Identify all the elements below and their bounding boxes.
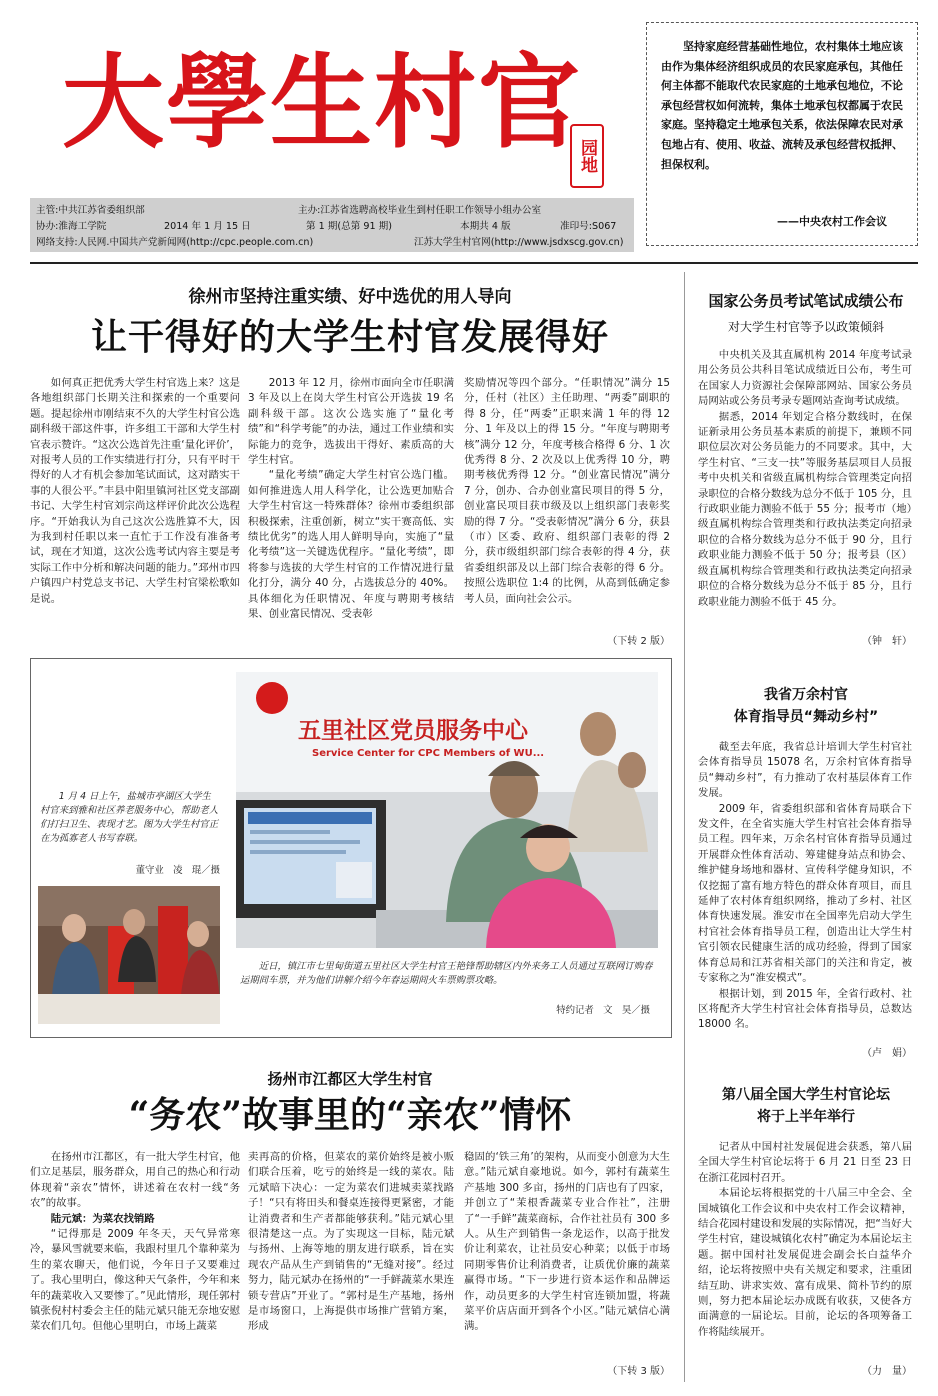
photo-caption-left: 1 月 4 日上午，盐城市亭湖区大学生村官来到雅和社区养老服务中心，帮助老人们打扫卫生、表现才艺。图为大学生村官正在为孤寡老人书写春联。 <box>40 791 219 844</box>
info-pages: 本期共 4 版 <box>460 221 511 232</box>
story2-col3 <box>464 1150 670 1358</box>
story2-col2-text: 卖再高的价格，但菜农的菜价始终是被小贩们联合压着，吃亏的始终是一线的菜农。陆元斌暗下决心：一定为菜农们进城卖菜找路子！“只有将田头和餐桌连接得更紧密，才能让消费者和生产者都能够获利。”陆元斌心里很清楚这一点。为了实现这一目标，陆元斌与扬州、上海等地的朋友进行联系，旨在实现农产品从生产到销售的“无缝对接”。经过努力，陆元斌办在扬州的“一手鲜蔬菜水果连锁专营店”开业了。“郭村是生产基地，扬州是市场窗口，上海提供市场推广营销方案，形成 <box>248 1151 454 1333</box>
story1-col2b-text: “量化考绩”确定大学生村官公选门槛。如何推进选人用人科学化，让公选更加贴合大学生村官这一特殊群体？徐州市委组织部积极探索，注重创新，树立“实干赛高低、实绩比优劣”的选人用人鲜明导向，实施了“量化考绩”这一关键选优程序。“量化考绩”，即将参与选拔的大学生村官的工作情况进行量化打分，满分 40 分，占选拔总分的 40%。具体细化为任职情况、年度与聘期考核结果、创业富民情况、受表彰 <box>248 469 454 621</box>
masthead-title: 大學生村官 <box>62 43 582 163</box>
story2-p1: 在扬州市江都区，有一批大学生村官，他们立足基层，服务群众，用自己的热心和行动体现着“亲农”情怀，讲述着在农村一线“务农”的故事。 <box>30 1151 240 1210</box>
story1-col3-text: 奖励情况等四个部分。“任职情况”满分 15 分，任村（社区）主任助理、“两委”副职的得 8 分，任“两委”正职来满 1 年的得 12 分、1 年及以上的得 15 分。“年度与聘期考核”满分 12 分，年度考核合格得 6 分、1 次优秀得 8 分、2 次及以上优秀得 10 分，聘期考核优秀得 12 分。“创业富民情况”满分 7 分，创办、合办创业富民项目的得 5 分，创业富民项目获市级及以上组织部门表彰奖励的得 7 分。“受表彰情况”满分 6 分，获县（市）区委、政府、组织部门表彰的得 2 分，获市级组织部门综合表彰的得 4 分，获省委组织部及以上部门综合表彰的得 6 分。按照公选职位 1:4 的比例，从高到低确定参考人员，面向社会公示。 <box>464 377 670 605</box>
info-co-host: 协办:淮海工学院 <box>36 221 107 232</box>
story2-kicker: 扬州市江都区大学生村官 <box>267 1070 433 1088</box>
quote-source: ——中央农村工作会议 <box>777 215 887 228</box>
photo-sign-en: Service Center for CPC Members of WU... <box>312 748 545 759</box>
story1-col1 <box>30 376 240 646</box>
masthead-divider <box>30 262 918 264</box>
column-divider <box>684 272 685 1382</box>
main-photo <box>236 672 658 948</box>
right1-headline: 国家公务员考试笔试成绩公布 <box>708 292 904 310</box>
info-web-site: 江苏大学生村官网(http://www.jsdxscg.gov.cn) <box>414 237 624 248</box>
right2-author: （卢 娟） <box>862 1048 912 1059</box>
small-photo-scene <box>38 886 220 1024</box>
right3-author: （力 量） <box>862 1366 912 1377</box>
photo-sign-cn: 五里社区党员服务中心 <box>298 717 528 744</box>
right1-subhead: 对大学生村官等予以政策倾斜 <box>727 320 884 334</box>
story2-col3-text: 稳固的‘铁三角’的架构，从而变小创意为大生意。”陆元斌自豪地说。如今，郭村有蔬菜生产基地 300 多亩，扬州的门店也有了四家，并创立了“茉根香蔬菜专业合作社”，注册了“一手鲜”蔬菜商标，合作社社员有 300 多人。从生产到销售一条龙运作，以高于批发价让利菜农，让社员安心种菜；以低于市场同期零售价让利消费者，让质优价廉的蔬菜赢得市场。“下一步进行资本运作和品牌运作，动员更多的大学生村官连锁加盟，将蔬菜平价店店面开到各个小区。”陆元斌信心满满。 <box>464 1151 670 1333</box>
right1-body <box>698 348 912 630</box>
right3-headline-1: 第八届全国大学生村官论坛 <box>722 1087 890 1103</box>
story1-col2 <box>248 376 454 646</box>
info-sponsor: 主管:中共江苏省委组织部 <box>36 205 145 216</box>
party-emblem-icon <box>256 682 288 714</box>
story1-headline: 让干得好的大学生村官发展得好 <box>90 317 609 358</box>
right2-p1: 截至去年底，我省总计培训大学生村官社会体育指导员 15078 名，万余村官体育指导员“舞动乡村”，有力推动了农村基层体育工作发展。 <box>698 741 912 800</box>
right3-p2: 本届论坛将根据党的十八届三中全会、全国城镇化工作会议和中央农村工作会议精神，结合花园村建设和发展的实际情况，把“当好大学生村官，建设城镇化农村”确定为本届论坛主题。据中国村社发展促进会副会长白益华介绍，论坛将按照中央有关规定和要求，注重团结互助、讲求实效、富有成果、简朴节约的原则，努力把本届论坛办成既有收获，又使各方面满意的一届论坛。目前，论坛的各项筹备工作将陆续展开。 <box>698 1187 912 1338</box>
photo-credit-main: 特约记者 文 昊／摄 <box>556 1005 650 1016</box>
story2-col1 <box>30 1150 240 1376</box>
main-photo-scene <box>236 672 658 948</box>
right3-headline-2: 将于上半年举行 <box>757 1109 855 1125</box>
photo-caption-main: 近日，镇江市七里甸街道五里社区大学生村官王艳锋帮助辖区内外来务工人员通过互联网订购春运期间车票，并为他们讲解介绍今年春运期间火车票购票攻略。 <box>240 961 653 986</box>
info-host: 主办:江苏省选聘高校毕业生到村任职工作领导小组办公室 <box>298 205 542 216</box>
info-serial: 准印号:S067 <box>560 221 617 232</box>
right3-body <box>698 1140 912 1360</box>
story1-col1-text: 如何真正把优秀大学生村官选上来？这是各地组织部门长期关注和探索的一个重要问题。提起徐州市刚结束不久的大学生村官公选副科级干部这件事，许多组工干部和大学生村官表示赞许。“这次公选首先注重‘量化评价’，对报考人员的工作实绩进行打分，只有平时干得好的人才有机会参加笔试面试，这对踏实干事的人很公平。”丰县中阳里镇河社区党支部副书记、大学生村官刘宗尚这样评价此次公选程序。“开始我认为自己这次公选胜算不大，因为我到村任职以来一直忙于工作没有准备考试，现在才知道，这次公选考试内容主要是考实际工作中分析和解决问题的能力。”邳州市四户镇四户村党总支书记、大学生村官梁松歌如是说。 <box>30 377 240 605</box>
right2-body <box>698 740 912 1042</box>
info-box <box>30 198 634 252</box>
right3-p1: 记者从中国村社发展促进会获悉，第八届全国大学生村官论坛将于 6 月 21 日至 23 日在浙江花园村召开。 <box>698 1141 912 1184</box>
info-issue: 第 1 期(总第 91 期) <box>306 221 392 232</box>
right2-p2: 2009 年，省委组织部和省体育局联合下发文件，在全省实施大学生村官社会体育指导员工程。四年来，万余名村官体育指导员通过开展群众性体育活动、筹建健身站点和协会、维护健身场地和器材、宣传科学健身知识，不仅挖掘了富有地方特色的群众体育项目，而且延伸了农村体育组织网络，推动了乡村、社区体育快速发展。淮安市在全国率先启动大学生村官社会体育指导员工程，创造出让大学生村官引领农民健康生活的成功经验，得到了国家体育总局和江苏省相关部门的关注和肯定，被专家称之为“淮安模式”。 <box>698 802 912 985</box>
right1-p1: 中央机关及其直属机构 2014 年度考试录用公务员公共科目笔试成绩近日公布，考生可在国家人力资源社会保障部网站、国家公务员局网站或公务员考录专题网站查询考试成绩。 <box>698 349 912 408</box>
story2-col2 <box>248 1150 454 1376</box>
right1-author: （钟 轩） <box>862 636 912 647</box>
story2-continued: （下转 3 版） <box>607 1366 670 1377</box>
right2-headline-2: 体育指导员“舞动乡村” <box>733 709 879 725</box>
right1-p2: 据悉，2014 年划定合格分数线时，在保证新录用公务员基本素质的前提下，兼顾不同职位层次对公务员能力的不同要求。其中，大学生村官、“三支一扶”等服务基层项目人员报考中央机关和省级直属机构综合管理类定向招录职位的合格分数线为总分不低于 105 分，且行政职业能力测验不低于 55 分；报考市（地）级直属机构综合管理类和行政执法类定向招录职位的合格分数线为总分不低于 90 分，且行政职业能力测验不低于 50 分；报考县（区）级直属机构综合管理类和行政执法类定向招录职位的合格分数线为总分不低于 85 分，且行政职业能力测验不低于 45 分。 <box>698 410 912 608</box>
story1-kicker: 徐州市坚持注重实绩、好中选优的用人导向 <box>188 287 512 307</box>
right2-headline-1: 我省万余村官 <box>764 687 848 703</box>
quote-text: 坚持家庭经营基础性地位，农村集体土地应该由作为集体经济组织成员的农民家庭承包，其他任何主体都不能取代农民家庭的土地承包地位，不论承包经营权如何流转，集体土地承包权都属于农民家庭。坚持稳定土地承包关系，依法保障农民对承包地占有、使用、收益、流转及承包经营权抵押、担保权利。 <box>661 40 903 171</box>
photo-credit-left: 董守业 凌 琨／摄 <box>135 865 220 876</box>
section-seal: 园地 <box>570 124 604 188</box>
story1-col2a-text: 2013 年 12 月，徐州市面向全市任职满 3 年及以上在岗大学生村官公开选拔 19 名副科级干部。这次公选实施了“量化考绩”和“科学考能”的办法，通过工作业绩和实际能力的竞争，选拔出干得好、素质高的大学生村官。 <box>248 377 454 467</box>
right2-p3: 根据计划，到 2015 年，全省行政村、社区将配齐大学生村官社会体育指导员，总数达 18000 名。 <box>698 987 912 1031</box>
story1-col3 <box>464 376 670 634</box>
small-photo <box>38 886 220 1024</box>
story2-subhead: 陆元斌：为菜农找销路 <box>50 1212 155 1225</box>
story2-headline: “务农”故事里的“亲农”情怀 <box>128 1094 572 1136</box>
story2-p2: “记得那是 2009 年冬天，天气异常寒冷，暴风雪就要来临，我跟村里几个靠种菜为生的菜农聊天，他们说，今年日子又要难过了。我心里明白，像这种天气条件，今年和来年的蔬菜收入又要惨了。”见此情形，现任郭村镇张倪村村委会主任的陆元斌只能无奈地安慰菜农们几句。但他心里明白，市场上蔬菜 <box>30 1228 240 1333</box>
info-web-support: 网络支持:人民网.中国共产党新闻网(http://cpc.people.com.cn) <box>36 237 314 248</box>
story1-continued: （下转 2 版） <box>607 636 670 647</box>
info-date: 2014 年 1 月 15 日 <box>164 221 251 232</box>
quote-box <box>646 22 918 246</box>
